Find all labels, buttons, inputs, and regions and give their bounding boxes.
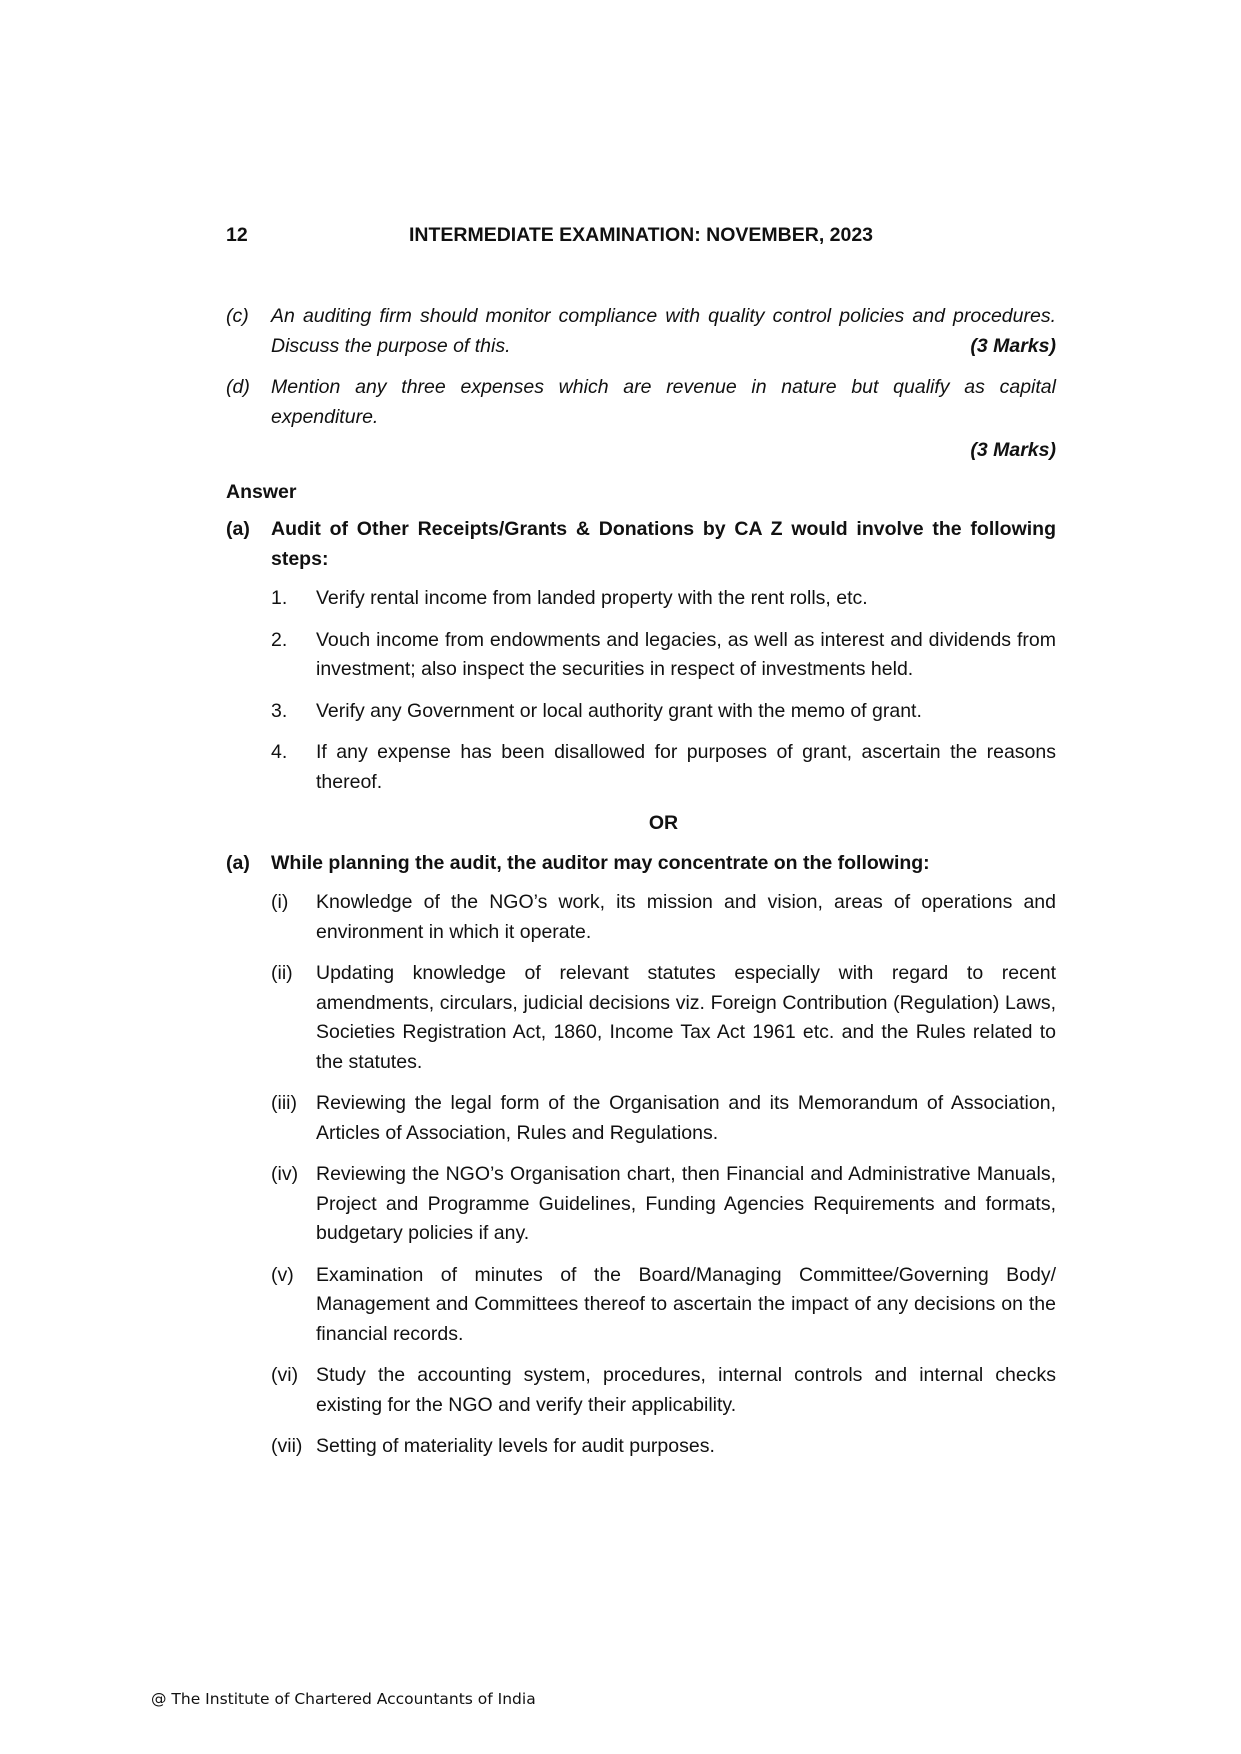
marks-label: (3 Marks) bbox=[970, 334, 1056, 357]
list-item bbox=[271, 626, 1056, 685]
item-number: (vi) bbox=[271, 1364, 299, 1386]
question-d-text: Mention any three expenses which are revenue in nature but qualify as capital expenditure. bbox=[271, 376, 1056, 428]
item-text: Examination of minutes of the Board/Managing Committee/Governing Body/ Management and Committees thereof to ascertain the impact of any decisions on the financial records. bbox=[316, 1263, 1056, 1345]
item-text: Updating knowledge of relevant statutes especially with regard to recent amendments, circulars, judicial decisions viz. Foreign Contribution (Regulation) Laws, Societies Registration Act, 1860, Income Tax Act 1961 etc. and the Rules related to the statutes. bbox=[316, 962, 1056, 1073]
question-label: (c) bbox=[226, 305, 249, 327]
item-number: 3. bbox=[271, 699, 288, 722]
item-text: Vouch income from endowments and legacies, as well as interest and dividends from investment; also inspect the securities in respect of investments held. bbox=[316, 628, 1056, 680]
list-item bbox=[271, 1261, 1056, 1350]
item-text: Verify rental income from landed property with the rent rolls, etc. bbox=[316, 587, 868, 609]
item-text: If any expense has been disallowed for purposes of grant, ascertain the reasons thereof. bbox=[316, 741, 1056, 793]
marks-label: (3 Marks) bbox=[970, 439, 1056, 461]
question-c-text: An auditing firm should monitor compliance with quality control policies and procedures. Discuss the purpose of this. bbox=[271, 305, 1056, 357]
item-text: Reviewing the NGO’s Organisation chart, then Financial and Administrative Manuals, Project and Programme Guidelines, Funding Agencies Requirements and formats, budgetary policies if any. bbox=[316, 1163, 1056, 1244]
item-number: (vii) bbox=[271, 1435, 303, 1457]
footer-copyright: @ The Institute of Chartered Accountants of India bbox=[151, 1690, 536, 1708]
list-item bbox=[271, 1089, 1056, 1148]
list-item bbox=[271, 697, 1056, 727]
question-d bbox=[226, 373, 1056, 432]
numbered-list bbox=[271, 584, 1056, 797]
list-item bbox=[271, 1160, 1056, 1249]
item-number: 2. bbox=[271, 628, 288, 651]
list-item bbox=[271, 1361, 1056, 1420]
page-title: INTERMEDIATE EXAMINATION: NOVEMBER, 2023 bbox=[408, 224, 874, 246]
section-heading-text: Audit of Other Receipts/Grants & Donations by CA Z would involve the following steps: bbox=[271, 518, 1056, 570]
section-label: (a) bbox=[226, 518, 250, 540]
item-text: Setting of materiality levels for audit purposes. bbox=[316, 1435, 715, 1457]
section-heading bbox=[226, 849, 1056, 879]
answer-heading: Answer bbox=[226, 480, 297, 503]
list-item bbox=[271, 959, 1056, 1077]
question-text bbox=[271, 302, 1056, 361]
section-heading bbox=[226, 515, 1056, 574]
section-heading-text: While planning the audit, the auditor may concentrate on the following: bbox=[271, 851, 930, 874]
item-number: (iv) bbox=[271, 1163, 299, 1185]
document-body bbox=[226, 302, 1056, 1474]
item-text: Knowledge of the NGO’s work, its mission and vision, areas of operations and environment in which it operate. bbox=[316, 891, 1056, 943]
section-label: (a) bbox=[226, 851, 250, 874]
item-text: Verify any Government or local authority grant with the memo of grant. bbox=[316, 699, 922, 722]
or-divider: OR bbox=[648, 812, 679, 834]
item-number: (ii) bbox=[271, 962, 293, 984]
list-item bbox=[271, 738, 1056, 797]
question-c bbox=[226, 302, 1056, 361]
item-number: (i) bbox=[271, 891, 289, 913]
question-label: (d) bbox=[226, 376, 250, 398]
item-text: Reviewing the legal form of the Organisation and its Memorandum of Association, Articles of Association, Rules and Regulations. bbox=[316, 1092, 1056, 1144]
item-number: 4. bbox=[271, 741, 288, 763]
list-item bbox=[271, 1432, 1056, 1462]
roman-list bbox=[271, 888, 1056, 1462]
item-number: (iii) bbox=[271, 1092, 297, 1114]
list-item bbox=[271, 584, 1056, 614]
item-number: (v) bbox=[271, 1263, 294, 1286]
list-item bbox=[271, 888, 1056, 947]
item-text: Study the accounting system, procedures, internal controls and internal checks existing for the NGO and verify their applicability. bbox=[316, 1364, 1056, 1416]
page-number: 12 bbox=[226, 224, 248, 246]
item-number: 1. bbox=[271, 587, 288, 609]
